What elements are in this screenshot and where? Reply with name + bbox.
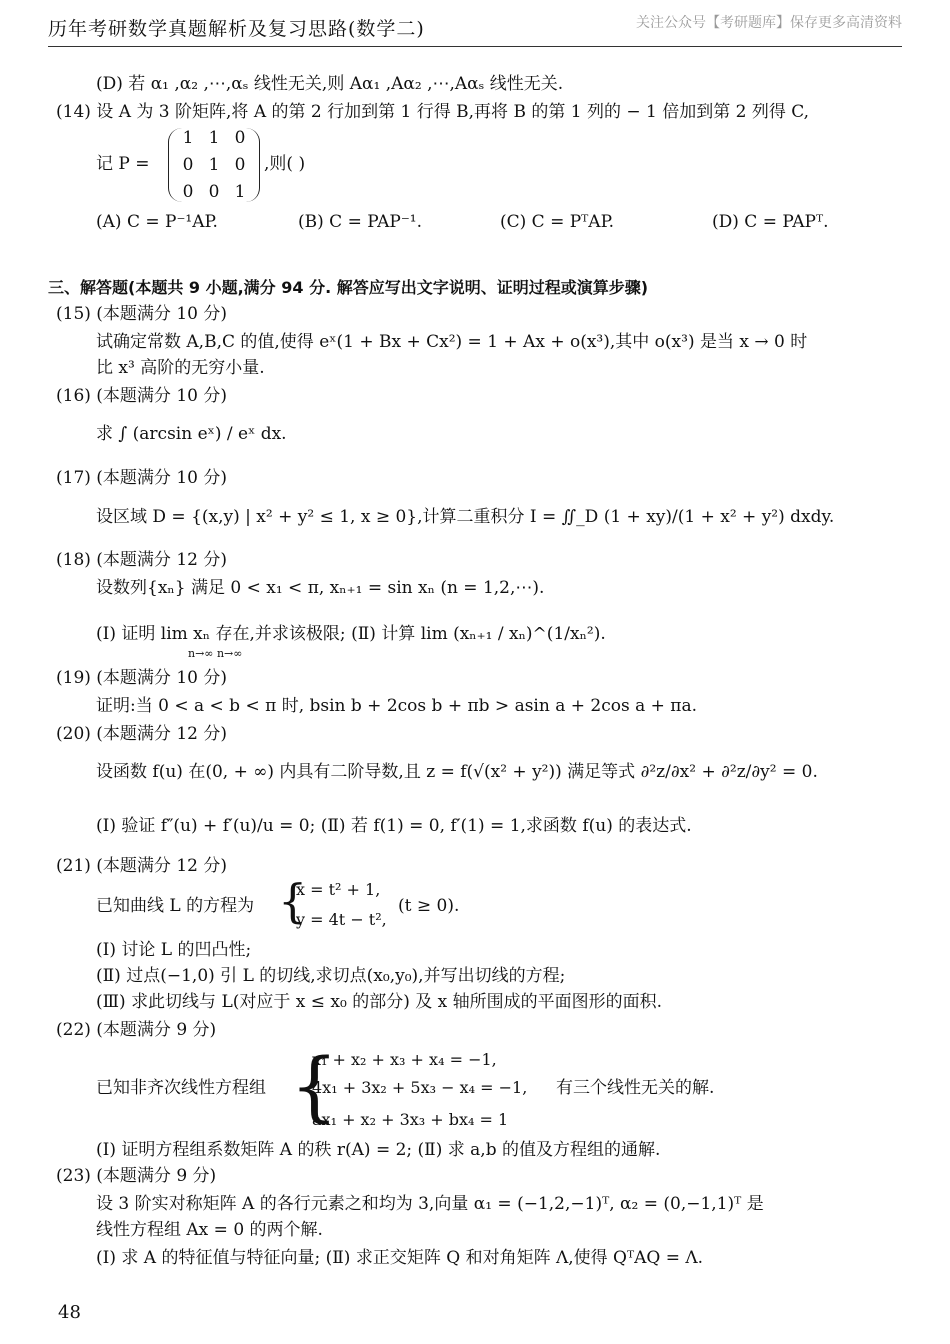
matrix-p <box>168 128 260 202</box>
q19-head: (19) (本题满分 10 分) <box>56 668 228 688</box>
matrix-cell: 1 <box>208 155 220 175</box>
promo-watermark: 关注公众号【考研题库】保存更多高清资料 <box>636 15 902 31</box>
q18-line-2: (Ⅰ) 证明 lim xₙ 存在,并求该极限; (Ⅱ) 计算 lim (xₙ₊₁ / xₙ)^(1/xₙ²). <box>96 624 606 644</box>
q14-option-a: (A) C = P⁻¹AP. <box>96 212 218 232</box>
q17-body: 设区域 D = {(x,y) | x² + y² ≤ 1, x ≥ 0},计算二重积分 I = ∬_D (1 + xy)/(1 + x² + y²) dxdy. <box>96 507 835 527</box>
q18-limit-subscripts: n→∞ n→∞ <box>188 647 243 660</box>
q15-head: (15) (本题满分 10 分) <box>56 304 228 324</box>
q21-suffix: (t ≥ 0). <box>398 896 460 916</box>
q19-body: 证明:当 0 < a < b < π 时, bsin b + 2cos b + πb > asin a + 2cos a + πa. <box>96 696 698 716</box>
matrix-cell: 1 <box>234 182 246 202</box>
q16-head: (16) (本题满分 10 分) <box>56 386 228 406</box>
q22-eq-1: x₁ + x₂ + x₃ + x₄ = −1, <box>312 1050 497 1069</box>
q22-suffix: 有三个线性无关的解. <box>556 1078 715 1098</box>
q22-brace: { <box>290 1041 339 1130</box>
q17-head: (17) (本题满分 10 分) <box>56 468 228 488</box>
q21-brace: { <box>278 874 308 928</box>
q14-option-d: (D) C = PAPᵀ. <box>712 212 829 232</box>
page-number: 48 <box>58 1302 81 1323</box>
q20-head: (20) (本题满分 12 分) <box>56 724 228 744</box>
q22-head: (22) (本题满分 9 分) <box>56 1020 217 1040</box>
q18-head: (18) (本题满分 12 分) <box>56 550 228 570</box>
q21-head: (21) (本题满分 12 分) <box>56 856 228 876</box>
q20-line-1: 设函数 f(u) 在(0, + ∞) 内具有二阶导数,且 z = f(√(x² + y²)) 满足等式 ∂²z/∂x² + ∂²z/∂y² = 0. <box>96 762 818 782</box>
q14-option-c: (C) C = PᵀAP. <box>500 212 614 232</box>
matrix-cell: 1 <box>182 128 194 148</box>
q15-line-2: 比 x³ 高阶的无穷小量. <box>96 358 265 378</box>
q23-line-1: 设 3 阶实对称矩阵 A 的各行元素之和均为 3,向量 α₁ = (−1,2,−1)ᵀ, α₂ = (0,−1,1)ᵀ 是 <box>96 1194 764 1214</box>
matrix-cell: 0 <box>234 128 246 148</box>
q14-option-b: (B) C = PAP⁻¹. <box>298 212 423 232</box>
q21-part-1: (Ⅰ) 讨论 L 的凹凸性; <box>96 940 252 960</box>
q14-stem: (14) 设 A 为 3 阶矩阵,将 A 的第 2 行加到第 1 行得 B,再将 B 的第 1 列的 − 1 倍加到第 2 列得 C, <box>56 102 810 122</box>
q21-eq-2: y = 4t − t², <box>296 910 387 929</box>
section-3-heading: 三、解答题(本题共 9 小题,满分 94 分. 解答应写出文字说明、证明过程或演算步骤) <box>48 278 649 297</box>
q13-option-d: (D) 若 α₁ ,α₂ ,⋯,αₛ 线性无关,则 Aα₁ ,Aα₂ ,⋯,Aαₛ 线性无关. <box>96 74 564 94</box>
q14-p-suffix: ,则( ) <box>264 154 306 174</box>
q16-body: 求 ∫ (arcsin eˣ) / eˣ dx. <box>96 424 287 444</box>
matrix-cell: 0 <box>208 182 220 202</box>
matrix-cell: 0 <box>182 182 194 202</box>
page-header-title: 历年考研数学真题解析及复习思路(数学二) <box>48 18 425 40</box>
q22-eq-3: ax₁ + x₂ + 3x₃ + bx₄ = 1 <box>312 1110 509 1129</box>
q14-p-prefix: 记 P = <box>96 154 150 174</box>
q23-head: (23) (本题满分 9 分) <box>56 1166 217 1186</box>
q22-prefix: 已知非齐次线性方程组 <box>96 1078 266 1098</box>
q22-parts: (Ⅰ) 证明方程组系数矩阵 A 的秩 r(A) = 2; (Ⅱ) 求 a,b 的值及方程组的通解. <box>96 1140 661 1160</box>
q22-eq-2: 4x₁ + 3x₂ + 5x₃ − x₄ = −1, <box>312 1078 528 1097</box>
q20-line-2: (Ⅰ) 验证 f″(u) + f′(u)/u = 0; (Ⅱ) 若 f(1) = 0, f′(1) = 1,求函数 f(u) 的表达式. <box>96 816 692 836</box>
q21-eq-1: x = t² + 1, <box>296 880 381 899</box>
matrix-cell: 0 <box>234 155 246 175</box>
header-rule <box>48 46 902 47</box>
matrix-cell: 1 <box>208 128 220 148</box>
q23-line-3: (Ⅰ) 求 A 的特征值与特征向量; (Ⅱ) 求正交矩阵 Q 和对角矩阵 Λ,使得 QᵀAQ = Λ. <box>96 1248 704 1268</box>
q18-line-1: 设数列{xₙ} 满足 0 < x₁ < π, xₙ₊₁ = sin xₙ (n = 1,2,⋯). <box>96 578 545 598</box>
matrix-cell: 0 <box>182 155 194 175</box>
q21-part-2: (Ⅱ) 过点(−1,0) 引 L 的切线,求切点(x₀,y₀),并写出切线的方程; <box>96 966 566 986</box>
q15-line-1: 试确定常数 A,B,C 的值,使得 eˣ(1 + Bx + Cx²) = 1 + Ax + o(x³),其中 o(x³) 是当 x → 0 时 <box>96 332 808 352</box>
q23-line-2: 线性方程组 Ax = 0 的两个解. <box>96 1220 323 1240</box>
q21-prefix: 已知曲线 L 的方程为 <box>96 896 255 916</box>
q21-part-3: (Ⅲ) 求此切线与 L(对应于 x ≤ x₀ 的部分) 及 x 轴所围成的平面图形的面积. <box>96 992 663 1012</box>
